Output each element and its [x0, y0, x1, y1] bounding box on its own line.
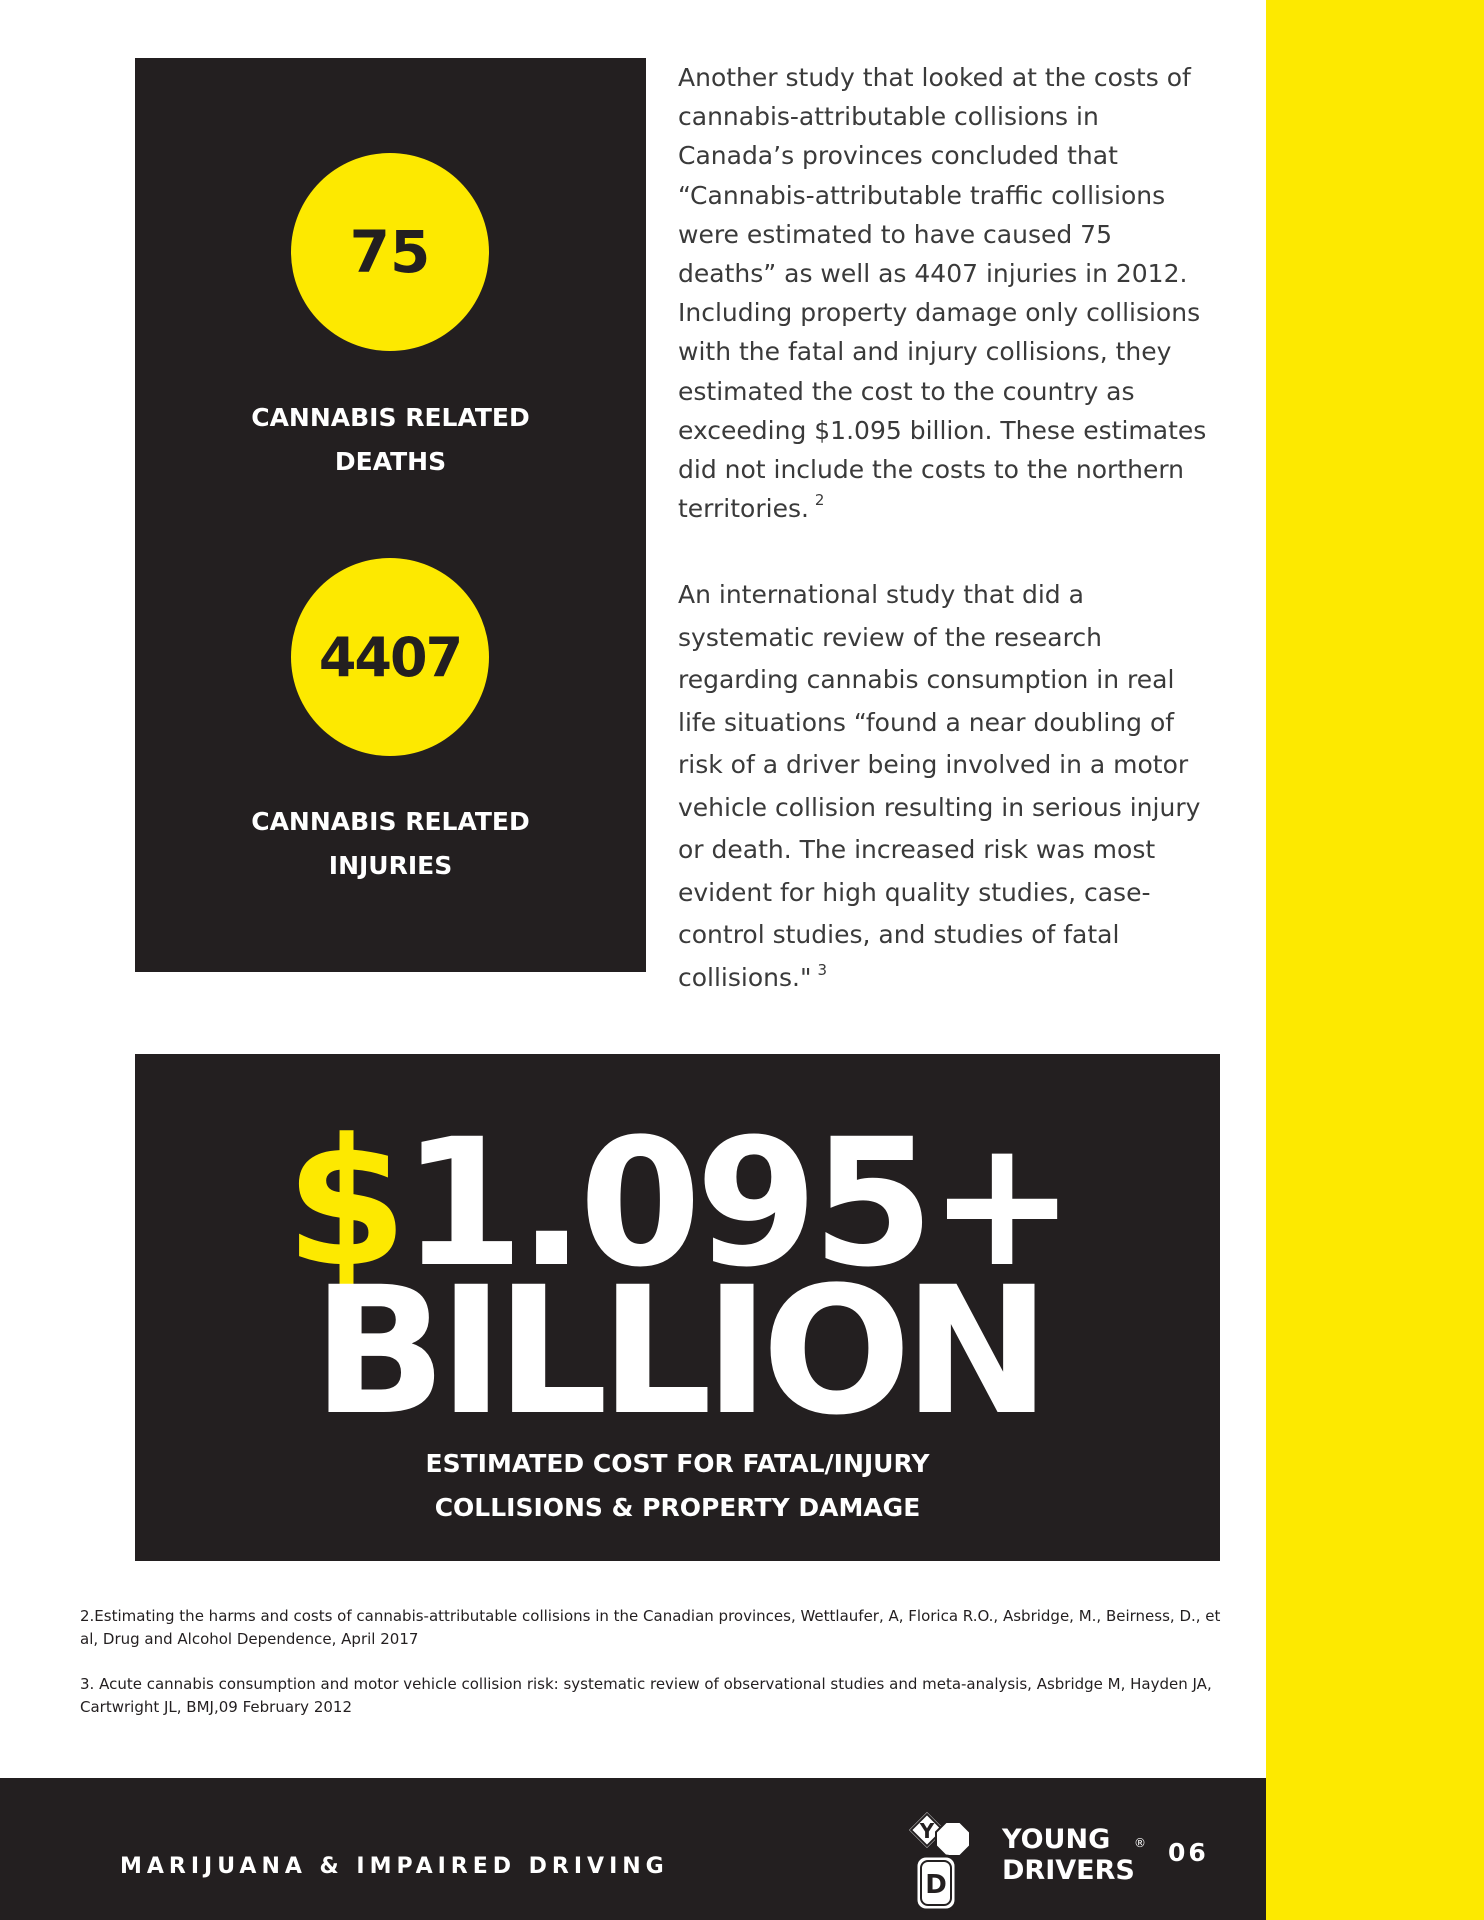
deaths-stat-label — [135, 396, 646, 484]
paragraph-costs-study — [678, 58, 1218, 528]
dollar-sign: $ — [285, 1101, 402, 1306]
paragraph-line: Another study that looked at the costs of — [678, 63, 1191, 92]
paragraph-line: vehicle collision resulting in serious injury — [678, 792, 1201, 822]
cost-headline-caption — [135, 1442, 1220, 1530]
registered-mark: ® — [1134, 1836, 1146, 1850]
deaths-stat-circle — [291, 153, 489, 351]
page-number: 06 — [1168, 1838, 1209, 1867]
deaths-stat-value: 75 — [349, 218, 431, 286]
paragraph-line: risk of a driver being involved in a motor — [678, 750, 1189, 779]
young-drivers-logo-icon — [896, 1808, 996, 1918]
paragraph-line: An international study that did a — [678, 580, 1084, 609]
paragraph-line: were estimated to have caused 75 — [678, 219, 1112, 249]
cost-headline-unit: BILLION — [312, 1249, 1043, 1454]
footnote-reference: 3 — [817, 960, 828, 979]
paragraph-line: with the fatal and injury collisions, they — [678, 337, 1172, 367]
footnote-2: 2.Estimating the harms and costs of cannabis-attributable collisions in the Canadian provinces, Wettlaufer, A, Florica R.O., Asbridge, M., Beirness, D., et al, Drug and Alcohol Dependence, April 2017 — [80, 1607, 1221, 1648]
paragraph-line: cannabis-attributable collisions in — [678, 102, 1099, 132]
footnote-3: 3. Acute cannabis consumption and motor vehicle collision risk: systematic review of observational studies and meta-analysis, Asbridge M, Hayden JA, Cartwright JL, BMJ,09 February 2012 — [80, 1675, 1212, 1716]
paragraph-line: systematic review of the research — [678, 622, 1102, 652]
paragraph-line: life situations “found a near doubling of — [678, 707, 1175, 737]
paragraph-line: Canada’s provinces concluded that — [678, 141, 1118, 171]
paragraph-line: collisions." — [678, 962, 812, 992]
injuries-label-line: INJURIES — [328, 851, 453, 880]
deaths-label-line: DEATHS — [334, 447, 447, 476]
deaths-label-line: CANNABIS RELATED — [251, 403, 530, 432]
paragraph-line: evident for high quality studies, case- — [678, 877, 1151, 907]
footer-bar — [0, 1778, 1266, 1920]
cost-amount: 1.095+ — [401, 1101, 1070, 1306]
paragraph-line: exceeding $1.095 billion. These estimates — [678, 415, 1207, 445]
caption-line: ESTIMATED COST FOR FATAL/INJURY — [425, 1449, 930, 1478]
caption-line: COLLISIONS & PROPERTY DAMAGE — [434, 1493, 921, 1522]
paragraph-line: “Cannabis-attributable traffic collisions — [678, 180, 1166, 210]
stats-panel — [135, 58, 646, 972]
injuries-label-line: CANNABIS RELATED — [251, 807, 530, 836]
brand-line: DRIVERS — [1002, 1855, 1135, 1886]
brand-name — [1002, 1824, 1135, 1886]
paragraph-line: control studies, and studies of fatal — [678, 920, 1120, 949]
injuries-stat-circle — [291, 558, 489, 756]
injuries-stat-value: 4407 — [318, 625, 462, 689]
paragraph-line: Including property damage only collisions — [678, 298, 1201, 328]
paragraph-line: or death. The increased risk was most — [678, 835, 1156, 864]
logo-letter-y: Y — [919, 1819, 935, 1843]
paragraph-line: regarding cannabis consumption in real — [678, 665, 1175, 694]
footnote-reference: 2 — [814, 491, 825, 510]
injuries-stat-label — [135, 800, 646, 888]
cost-headline-panel — [135, 1054, 1220, 1561]
paragraph-line: territories. — [678, 494, 809, 524]
footer-title: MARIJUANA & IMPAIRED DRIVING — [120, 1854, 669, 1879]
paragraph-line: did not include the costs to the northern — [678, 455, 1185, 485]
paragraph-international-study — [678, 574, 1218, 999]
paragraph-line: deaths” as well as 4407 injuries in 2012. — [678, 259, 1188, 289]
yellow-side-strip — [1266, 0, 1484, 1920]
logo-letter-d: D — [925, 1870, 947, 1900]
paragraph-line: estimated the cost to the country as — [678, 376, 1135, 406]
paragraph-last-line — [678, 489, 1218, 528]
paragraph-last-line — [678, 957, 1218, 1000]
brand-line: YOUNG — [1002, 1824, 1111, 1855]
